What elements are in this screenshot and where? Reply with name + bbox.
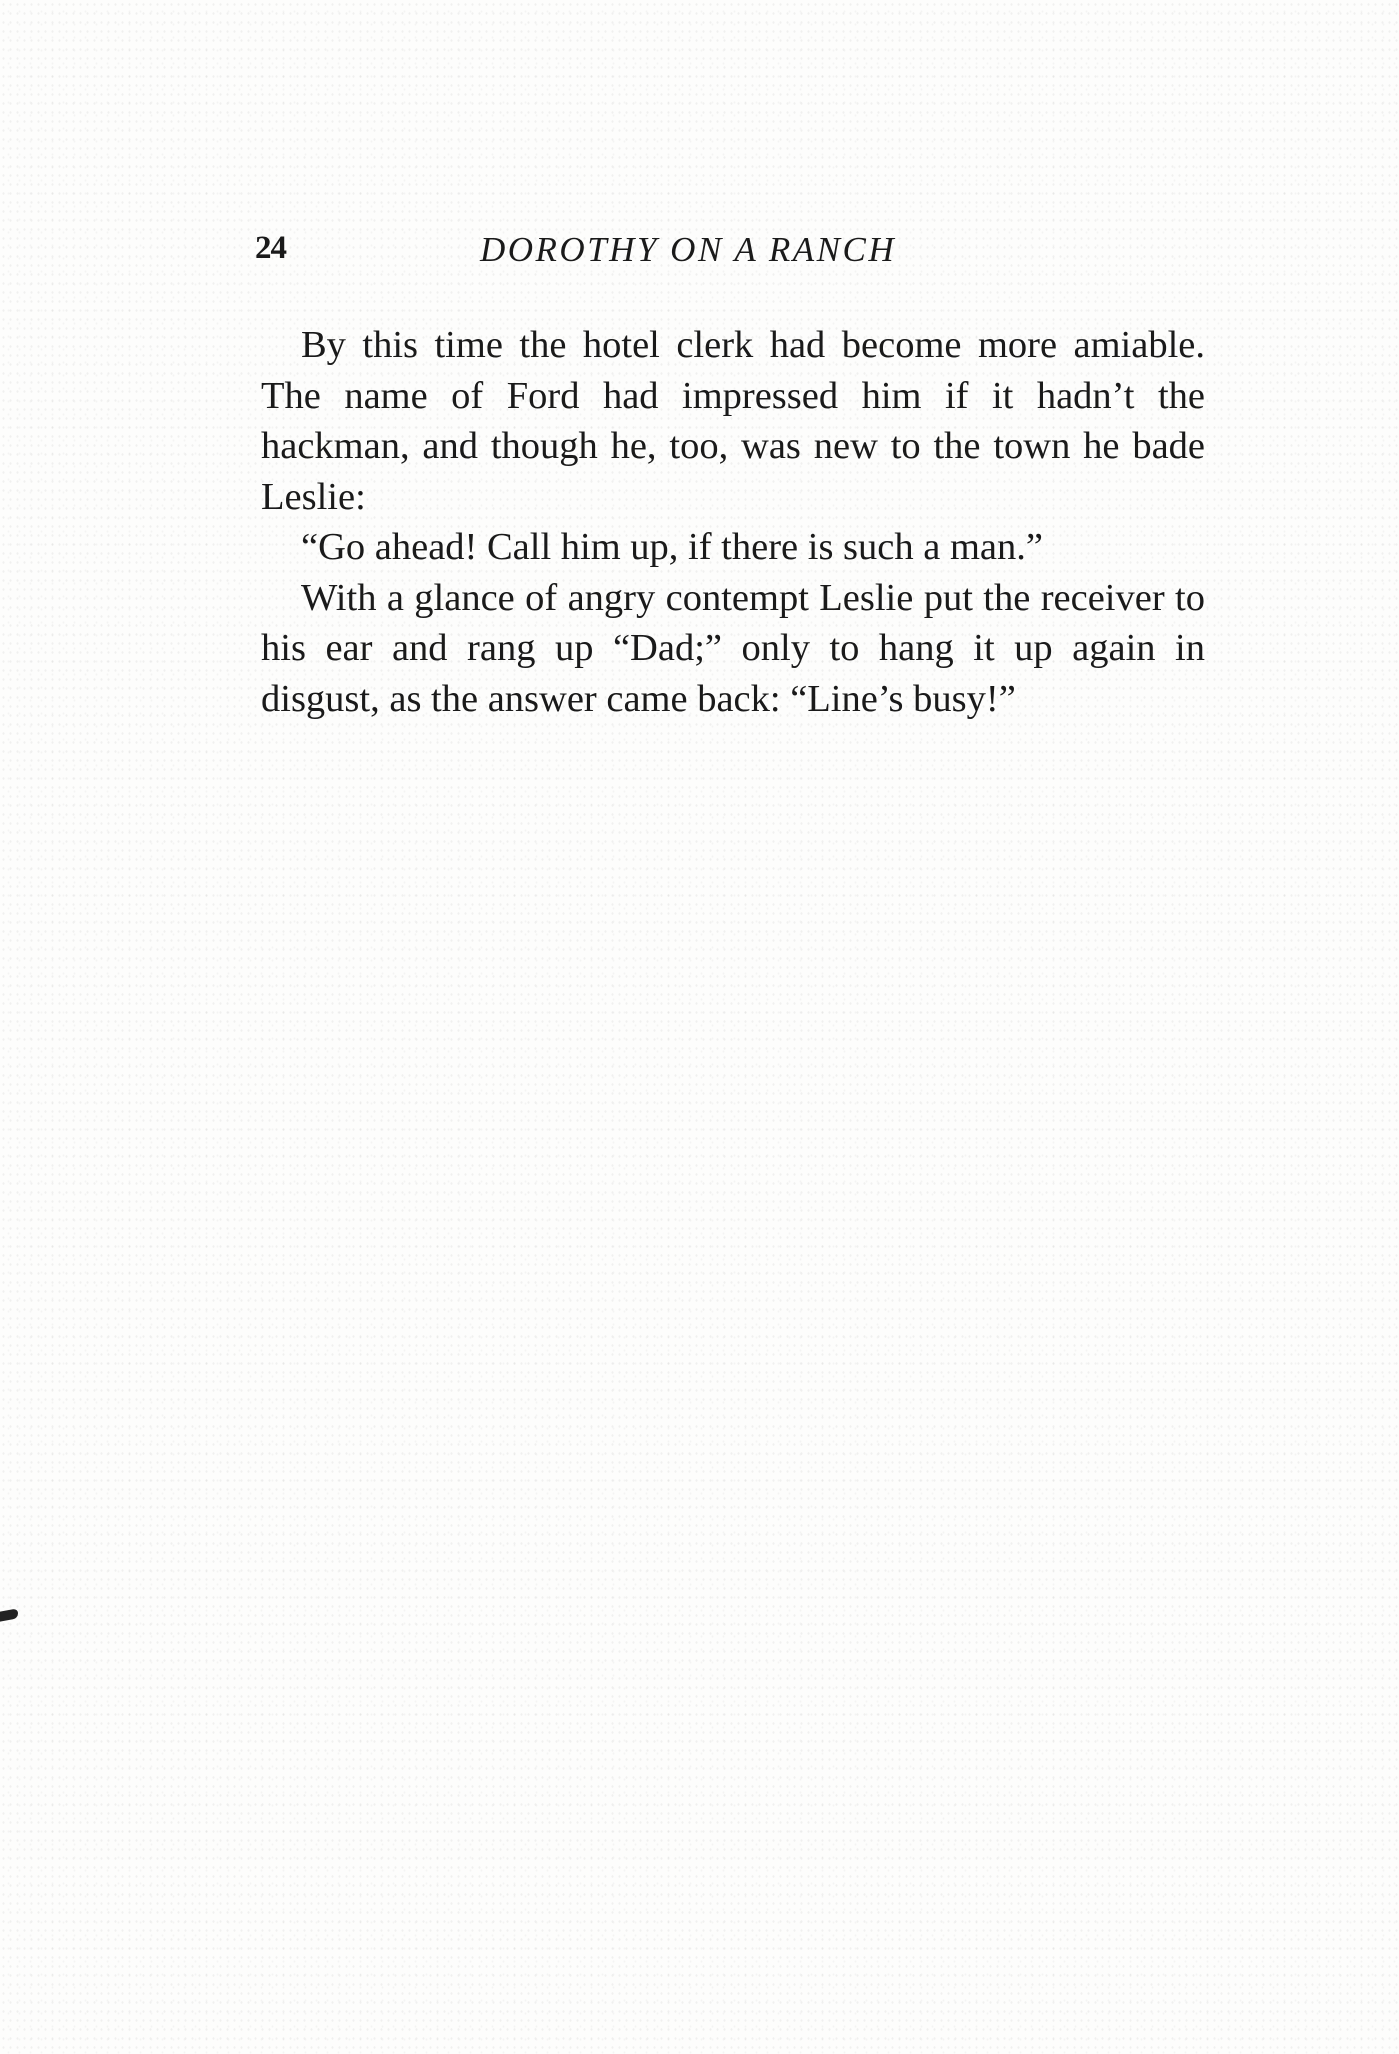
body-text	[261, 320, 1205, 724]
running-title: DOROTHY ON A RANCH	[480, 230, 897, 269]
page-number: 24	[255, 230, 286, 266]
margin-ink-mark	[0, 1608, 18, 1621]
page-header	[255, 230, 1205, 290]
paragraph: With a glance of angry contempt Leslie put the receiver to his ear and rang up “Dad;” only to hang it up again in disgust, as the answer came back: “Line’s busy!”	[261, 576, 1205, 720]
paragraph: By this time the hotel clerk had become more amiable. The name of Ford had impressed him if it hadn’t the hackman, and though he, too, was new to the town he bade Leslie:	[261, 324, 1205, 518]
paragraph: “Go ahead! Call him up, if there is such a man.”	[301, 526, 1043, 568]
